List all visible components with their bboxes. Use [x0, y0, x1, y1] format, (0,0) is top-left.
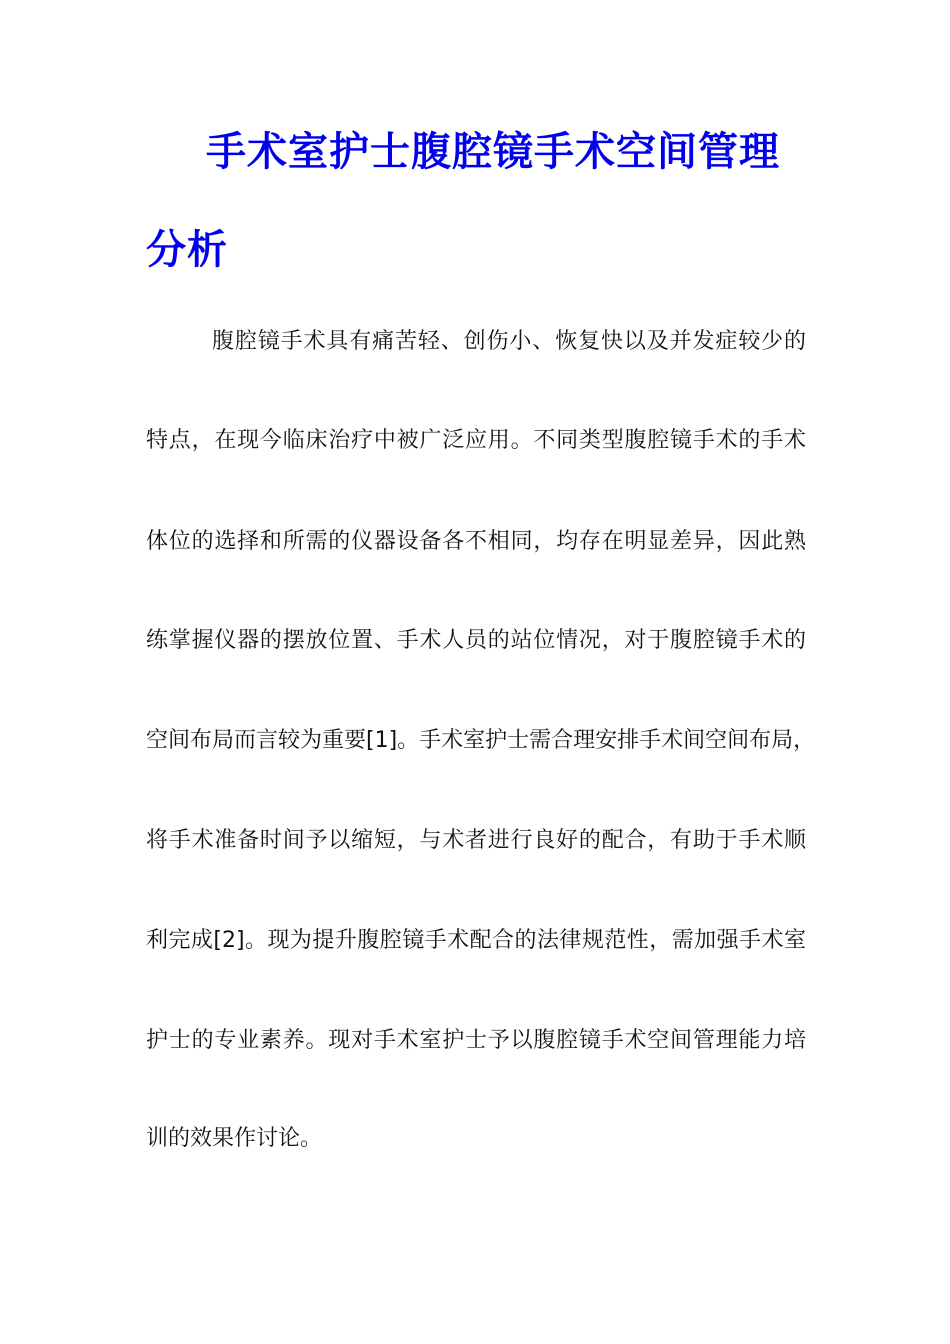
paragraph-line-1: 腹腔镜手术具有痛苦轻、创伤小、恢复快以及并发症较少的 [212, 329, 806, 354]
paragraph-line-7: 利完成[2]。现为提升腹腔镜手术配合的法律规范性，需加强手术室 [146, 928, 806, 953]
paragraph-line-3: 体位的选择和所需的仪器设备各不相同，均存在明显差异，因此熟 [146, 529, 806, 554]
document-title-line-2: 分析 [146, 227, 228, 273]
paragraph-line-6: 将手术准备时间予以缩短，与术者进行良好的配合，有助于手术顺 [146, 828, 806, 853]
paragraph-line-8: 护士的专业素养。现对手术室护士予以腹腔镜手术空间管理能力培 [146, 1028, 806, 1053]
document-title-line-1: 手术室护士腹腔镜手术空间管理 [206, 129, 780, 175]
paragraph-line-5: 空间布局而言较为重要[1]。手术室护士需合理安排手术间空间布局， [146, 728, 816, 753]
paragraph-line-9: 训的效果作讨论。 [146, 1126, 323, 1151]
paragraph-line-2: 特点，在现今临床治疗中被广泛应用。不同类型腹腔镜手术的手术 [146, 428, 806, 453]
paragraph-line-4: 练掌握仪器的摆放位置、手术人员的站位情况，对于腹腔镜手术的 [146, 628, 806, 653]
